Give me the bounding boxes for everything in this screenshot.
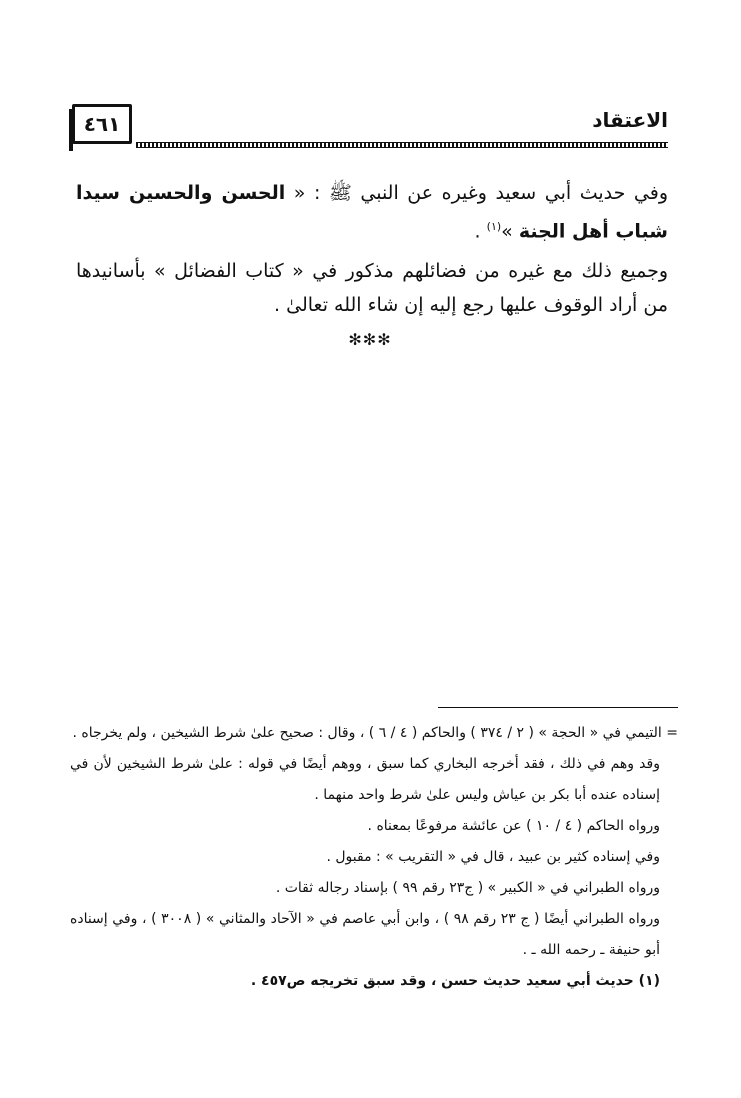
page-header bbox=[72, 104, 668, 152]
running-title: الاعتقاد bbox=[592, 108, 668, 132]
footnote-line: ورواه الطبراني في « الكبير » ( ج٢٣ رقم ٩٩ ) بإسناد رجاله ثقات . bbox=[275, 880, 660, 896]
paragraph-virtues: وجميع ذلك مع غيره من فضائلهم مذكور في « كتاب الفضائل » بأسانيدها من أراد الوقوف عليها رجع إليه إن شاء الله تعالىٰ . bbox=[76, 260, 668, 316]
footnote-line: ورواه الحاكم ( ٤ / ١٠ ) عن عائشة مرفوعًا بمعناه . bbox=[367, 818, 660, 834]
paragraph-hadith-period: . bbox=[474, 220, 487, 243]
section-separator: ✻✻✻ bbox=[348, 330, 392, 349]
header-rule bbox=[136, 142, 668, 148]
footnote-line: ورواه الطبراني أيضًا ( ج ٢٣ رقم ٩٨ ) ، وابن أبي عاصم في « الآحاد والمثاني » ( ٣٠٠٨ ) ، وفي إسناده أبو حنيفة ـ رحمه الله ـ . bbox=[70, 911, 661, 958]
footnote-line: = التيمي في « الحجة » ( ٢ / ٣٧٤ ) والحاكم ( ٤ / ٦ ) ، وقال : صحيح علىٰ شرط الشيخين ، ولم يخرجاه . bbox=[72, 725, 678, 741]
quote-close: » bbox=[501, 220, 519, 243]
page-number: ٤٦١ bbox=[72, 104, 132, 144]
footnotes bbox=[70, 718, 678, 997]
footnote-line: وفي إسناده كثير بن عبيد ، قال في « التقريب » : مقبول . bbox=[326, 849, 660, 865]
paragraph-hadith bbox=[76, 176, 668, 248]
footnote-line: وقد وهم في ذلك ، فقد أخرجه البخاري كما سبق ، ووهم أيضًا في قوله : علىٰ شرط الشيخين لأن في إسناده عنده أبا بكر بن عياش وليس علىٰ شرط واحد منهما . bbox=[70, 756, 660, 803]
footnote-1: (١) حديث أبي سعيد حديث حسن ، وقد سبق تخريجه ص٤٥٧ . bbox=[250, 973, 660, 989]
footnote-rule bbox=[438, 707, 678, 708]
paragraph-hadith-intro: وفي حديث أبي سعيد وغيره عن النبي ﷺ : « bbox=[285, 182, 668, 204]
footnote-ref: (١) bbox=[486, 220, 502, 233]
hadith-quote: الحسن والحسين سيدا شباب أهل الجنة bbox=[76, 182, 668, 243]
